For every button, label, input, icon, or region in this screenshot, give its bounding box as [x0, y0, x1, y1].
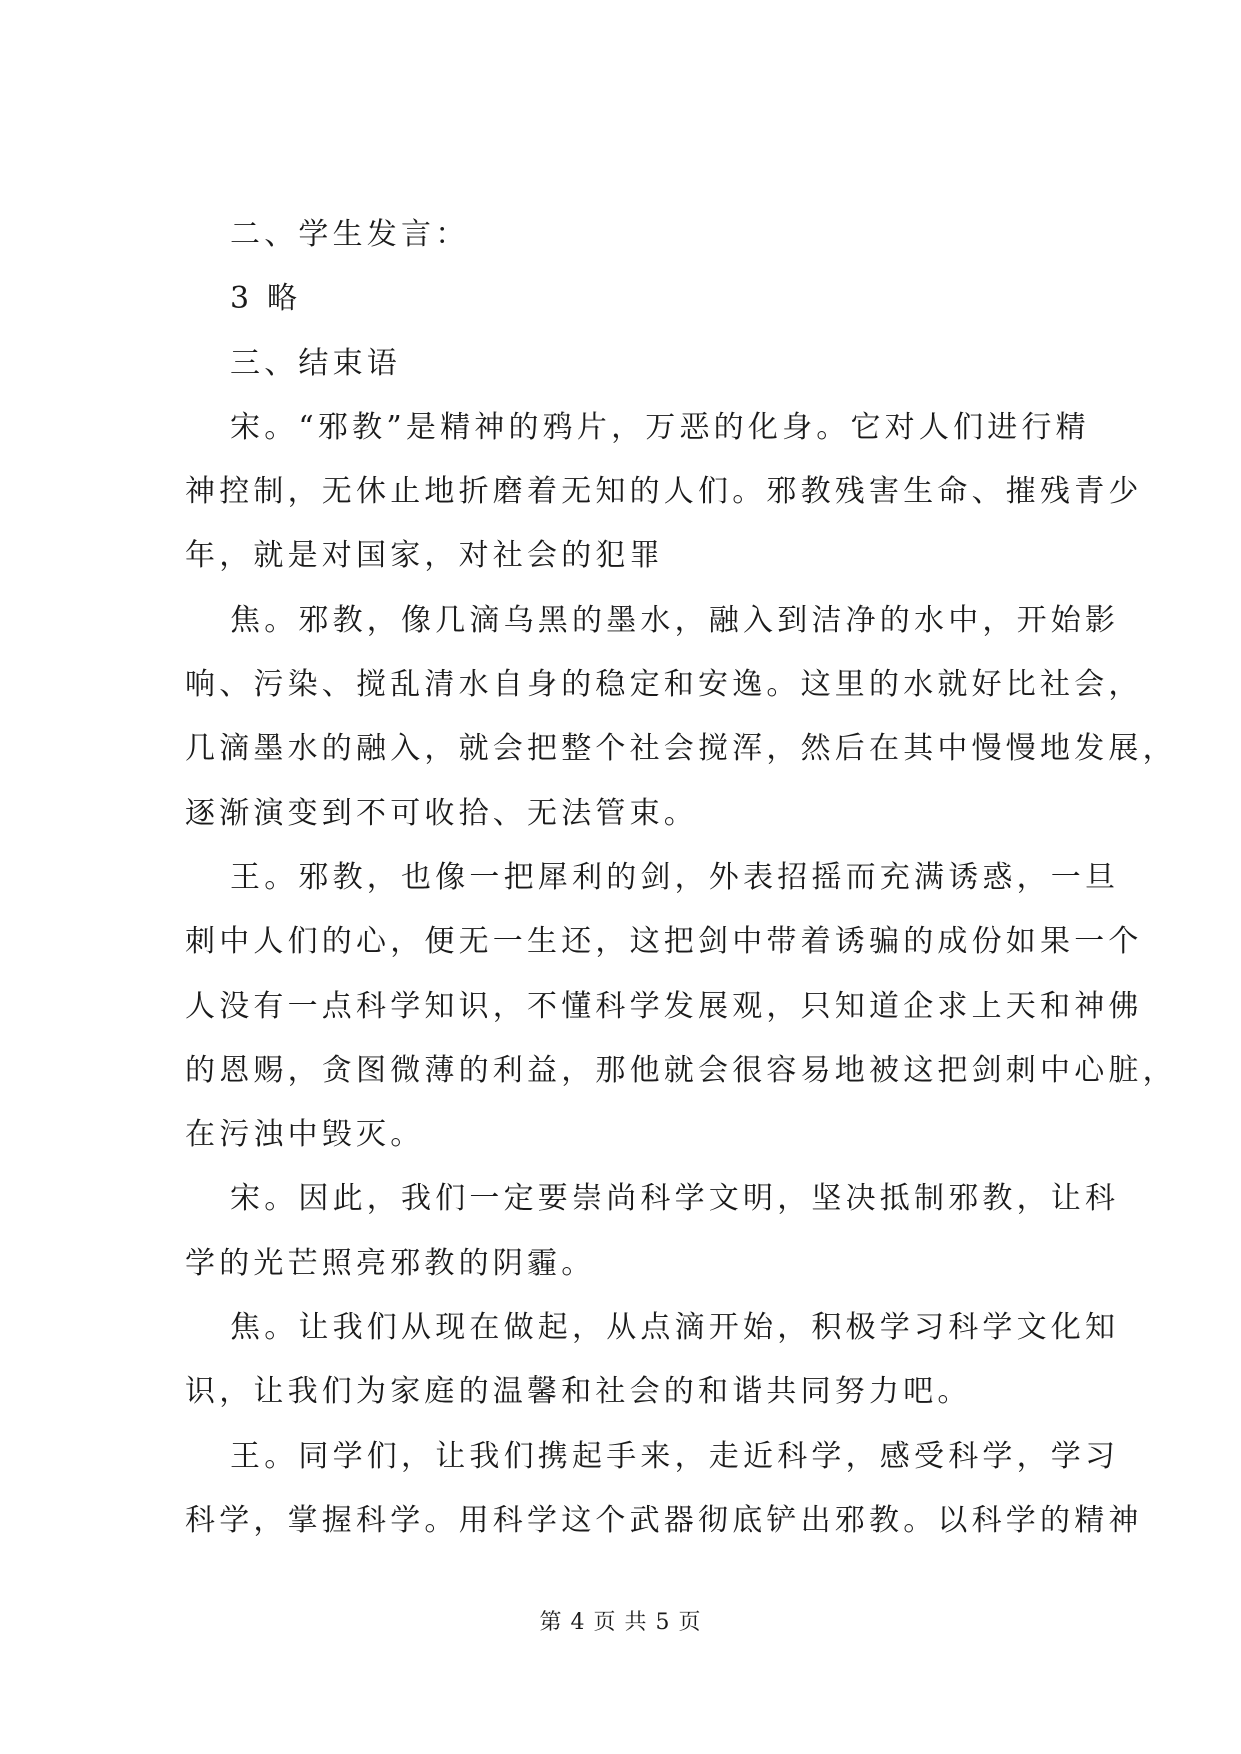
section-heading-closing: 三、结束语: [230, 345, 401, 381]
paragraph-line: 学的光芒照亮邪教的阴霾。: [185, 1245, 596, 1281]
paragraph-line: 几滴墨水的融入，就会把整个社会搅浑，然后在其中慢慢地发展，: [185, 731, 1177, 767]
paragraph-line: 王。邪教，也像一把犀利的剑，外表招摇而充满诱惑，一旦: [230, 859, 1120, 895]
page-number-footer: 第 4 页 共 5 页: [539, 1610, 702, 1635]
paragraph-line: 的恩赐，贪图微薄的利益，那他就会很容易地被这把剑刺中心脏，: [185, 1052, 1177, 1088]
paragraph-line: 焦。让我们从现在做起，从点滴开始，积极学习科学文化知: [230, 1310, 1120, 1346]
section-heading-student-speech: 二、学生发言：: [230, 217, 470, 252]
paragraph-line: 3 略: [230, 281, 302, 317]
paragraph-line: 宋。“邪教”是精神的鸦片，万恶的化身。它对人们进行精: [230, 409, 1090, 445]
paragraph-line: 宋。因此，我们一定要崇尚科学文明，坚决抵制邪教，让科: [230, 1181, 1120, 1217]
paragraph-line: 逐渐演变到不可收拾、无法管束。: [185, 795, 698, 831]
paragraph-line: 神控制，无休止地折磨着无知的人们。邪教残害生命、摧残青少: [185, 474, 1143, 510]
paragraph-line: 焦。邪教，像几滴乌黑的墨水，融入到洁净的水中，开始影: [230, 602, 1120, 638]
document-body: [185, 203, 1177, 1553]
paragraph-line: 响、污染、搅乱清水自身的稳定和安逸。这里的水就好比社会，: [185, 667, 1143, 703]
paragraph-line: 科学，掌握科学。用科学这个武器彻底铲出邪教。以科学的精神: [185, 1502, 1143, 1538]
paragraph-line: 在污浊中毁灭。: [185, 1117, 425, 1153]
paragraph-line: 识，让我们为家庭的温馨和社会的和谐共同努力吧。: [185, 1374, 972, 1410]
paragraph-line: 王。同学们，让我们携起手来，走近科学，感受科学，学习: [230, 1438, 1120, 1474]
paragraph-line: 年，就是对国家，对社会的犯罪: [185, 538, 664, 574]
paragraph-line: 刺中人们的心，便无一生还，这把剑中带着诱骗的成份如果一个: [185, 924, 1143, 960]
paragraph-line: 人没有一点科学知识，不懂科学发展观，只知道企求上天和神佛: [185, 988, 1143, 1024]
